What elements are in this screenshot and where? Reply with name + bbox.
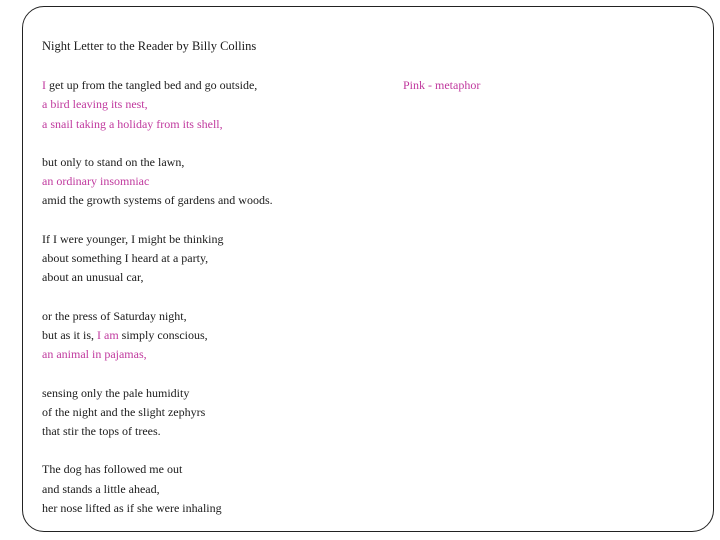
poem-line [42, 480, 273, 499]
stanza [42, 153, 273, 211]
stanza [42, 230, 273, 288]
line-text: get up from the tangled bed and go outside, [46, 78, 258, 92]
line-text: The dog has followed me out [42, 462, 183, 477]
poem-body [42, 76, 273, 537]
metaphor-text: I [42, 78, 46, 92]
line-text: but only to stand on the lawn, [42, 154, 185, 169]
line-text: but as it is, [42, 327, 98, 342]
line-text: sensing only the pale humidity [42, 385, 190, 400]
line-text: If I were younger, I might be thinking [42, 231, 224, 246]
poem-line [42, 326, 273, 345]
poem-line [42, 422, 273, 441]
line-text: and stands a little ahead, [42, 481, 160, 496]
poem-line [42, 76, 273, 95]
metaphor-text: an animal in pajamas, [42, 347, 147, 362]
stanza [42, 307, 273, 365]
metaphor-text: a snail taking a holiday from its shell, [42, 116, 223, 131]
line-text: simply conscious, [118, 327, 208, 342]
poem-line [42, 230, 273, 249]
poem-line [42, 384, 273, 403]
poem-line [42, 307, 273, 326]
line-text: or the press of Saturday night, [42, 308, 187, 323]
poem-line [42, 115, 273, 134]
poem-title: Night Letter to the Reader by Billy Collins [42, 39, 257, 53]
poem-line [42, 172, 273, 191]
poem-line [42, 499, 273, 518]
line-text: that stir the tops of trees. [42, 424, 161, 439]
line-text: about an unusual car, [42, 270, 144, 285]
poem-line [42, 249, 273, 268]
poem-line [42, 345, 273, 364]
poem-line [42, 95, 273, 114]
color-legend-note: Pink - metaphor [403, 78, 481, 92]
poem-line [42, 403, 273, 422]
line-text: amid the growth systems of gardens and woods. [42, 193, 273, 208]
poem-line [42, 191, 273, 210]
line-text: of the night and the slight zephyrs [42, 404, 206, 419]
poem-line [42, 460, 273, 479]
line-text: her nose lifted as if she were inhaling [42, 501, 222, 516]
metaphor-text: an ordinary insomniac [42, 174, 150, 189]
stanza [42, 384, 273, 442]
poem-line [42, 153, 273, 172]
poem-line [42, 268, 273, 287]
stanza [42, 460, 273, 518]
metaphor-text: a bird leaving its nest, [42, 97, 148, 112]
line-text: about something I heard at a party, [42, 251, 209, 266]
stanza [42, 76, 273, 134]
metaphor-text: I am [97, 327, 119, 342]
